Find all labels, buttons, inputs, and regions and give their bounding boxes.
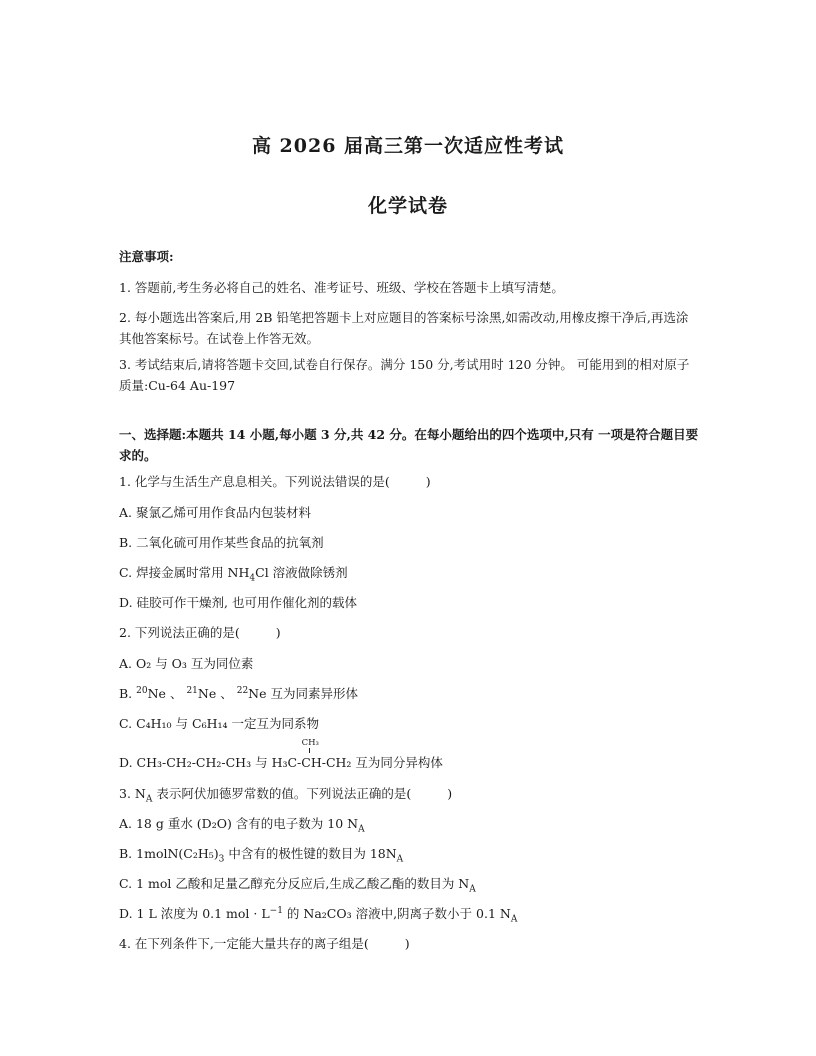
question-3-option-c <box>119 873 699 894</box>
subscript: 3 <box>218 854 225 865</box>
branched-structure <box>271 738 352 773</box>
option-text: A. 18 g 重水 (D₂O) 含有的电子数为 10 N <box>119 816 359 831</box>
question-1-option-a: A. 聚氯乙烯可用作食品内包装材料 <box>119 505 311 520</box>
superscript: −1 <box>269 905 283 916</box>
question-stem-text: 表示阿伏加德罗常数的值。下列说法正确的是( <box>152 786 412 801</box>
subscript: A <box>510 914 518 925</box>
question-3-option-d <box>119 903 699 924</box>
separator: 、 <box>169 686 183 701</box>
question-stem-text: 2. 下列说法正确的是( <box>119 625 240 640</box>
option-text: 中含有的极性键的数目为 18N <box>224 846 397 861</box>
option-text: 互为同素异形体 <box>270 686 359 701</box>
option-text: 互为同分异构体 <box>355 755 443 770</box>
mass-number: 21 <box>186 685 198 696</box>
element-symbol: Ne <box>248 686 267 701</box>
branch-methyl: CH₃ <box>301 738 319 748</box>
option-text: D. CH₃-CH₂-CH₂-CH₃ 与 <box>119 755 268 770</box>
question-2-option-a: A. O₂ 与 O₃ 互为同位素 <box>119 656 254 671</box>
notice-heading: 注意事项: <box>119 249 174 264</box>
question-1-option-c <box>119 562 699 583</box>
question-1-option-b: B. 二氧化硫可用作某些食品的抗氧剂 <box>119 535 324 550</box>
notice-item-1: 1. 答题前,考生务必将自己的姓名、准考证号、班级、学校在答题卡上填写清楚。 <box>119 280 564 295</box>
branch-bond <box>309 748 310 753</box>
question-stem-close: ) <box>275 625 281 640</box>
notice-item-3: 3. 考试结束后,请将答题卡交回,试卷自行保存。满分 150 分,考试用时 120 分钟。 可能用到的相对原子质量:Cu-64 Au-197 <box>119 357 690 393</box>
subscript: A <box>358 824 365 835</box>
question-2-stem <box>119 622 699 643</box>
main-chain: H₃C-CH-CH₂ <box>271 755 352 770</box>
question-4-stem <box>119 933 699 954</box>
subscript: A <box>145 794 153 805</box>
option-text: D. 1 L 浓度为 0.1 mol · L <box>119 906 270 921</box>
question-stem-close: ) <box>447 786 453 801</box>
subscript: 4 <box>249 573 256 584</box>
question-1-option-d: D. 硅胶可作干燥剂, 也可用作催化剂的载体 <box>119 595 357 610</box>
option-text: C. 1 mol 乙酸和足量乙醇充分反应后,生成乙酸乙酯的数目为 N <box>119 876 470 891</box>
question-stem-text: 1. 化学与生活生产息息相关。下列说法错误的是( <box>119 474 390 489</box>
question-stem-text: 3. N <box>119 786 146 801</box>
question-stem-close: ) <box>425 474 431 489</box>
question-stem-close: ) <box>404 936 410 951</box>
question-stem-text: 4. 在下列条件下,一定能大量共存的离子组是( <box>119 936 369 951</box>
option-text: Cl 溶液做除锈剂 <box>255 565 348 580</box>
subscript: A <box>396 854 404 865</box>
question-2-option-d <box>119 738 699 773</box>
separator: 、 <box>220 686 233 701</box>
notice-item-2: 2. 每小题选出答案后,用 2B 铅笔把答题卡上对应题目的答案标号涂黑,如需改动,用橡皮擦干净后,再选涂其他答案标号。在试卷上作答无效。 <box>119 310 689 346</box>
section-heading: 一、选择题:本题共 14 小题,每小题 3 分,共 42 分。在每小题给出的四个选项中,只有 一项是符合题目要求的。 <box>119 427 699 463</box>
exam-title: 高 2026 届高三第一次适应性考试 <box>251 135 565 157</box>
question-3-option-a <box>119 813 699 834</box>
option-text: 的 Na₂CO₃ 溶液中,阴离子数小于 0.1 N <box>282 906 511 921</box>
option-text: C. 焊接金属时常用 NH <box>119 565 250 580</box>
option-prefix: B. <box>119 686 133 701</box>
mass-number: 20 <box>136 685 148 696</box>
option-text: B. 1molN(C₂H₅) <box>119 846 219 861</box>
question-3-option-b <box>119 843 699 864</box>
subscript: A <box>469 884 476 895</box>
element-symbol: Ne <box>197 686 217 701</box>
question-2-option-c: C. C₄H₁₀ 与 C₆H₁₄ 一定互为同系物 <box>119 716 319 731</box>
element-symbol: Ne <box>147 686 166 701</box>
question-1-stem <box>119 471 699 492</box>
mass-number: 22 <box>236 685 249 696</box>
exam-subtitle: 化学试卷 <box>367 195 448 217</box>
question-2-option-b <box>119 683 699 704</box>
question-3-stem <box>119 783 699 804</box>
